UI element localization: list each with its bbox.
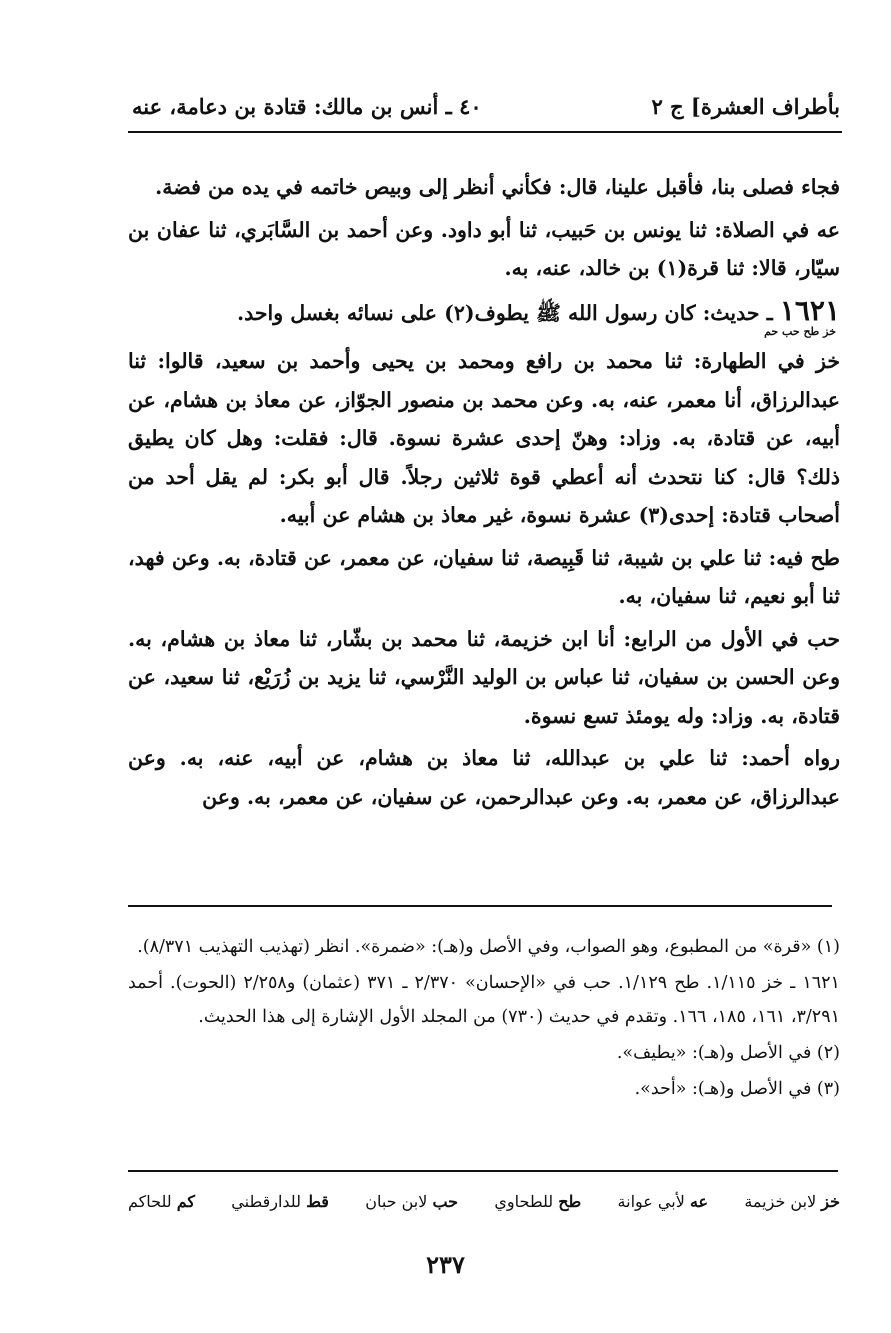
hadith-title: ـ حديث: كان رسول الله ﷺ يطوف(٢) على نسائه بغسل واحد. [236,300,780,325]
legend-item: خز لابن خزيمة [744,1192,840,1211]
paragraph-6: حب في الأول من الرابع: أنا ابن خزيمة، ثنا محمد بن بشّار، ثنا معاذ بن هشام، به. وعن الحسن بن سفيان، ثنا عباس بن الوليد النَّرْسي، ثنا يزيد بن زُرَيْع، ثنا سعيد، عن قتادة، به. وزاد: وله يومئذ تسع نسوة. [128,626,840,728]
footnotes [128,930,840,1108]
paragraph-2: عه في الصلاة: ثنا يونس بن حَبيب، ثنا أبو داود. وعن أحمد بن السَّابَري، ثنا عفان بن سيّار، قالا: ثنا قرة(١) بن خالد، عنه، به. [128,217,840,280]
legend-rule [128,1170,838,1172]
header-chapter-title: ٤٠ ـ أنس بن مالك: قتادة بن دعامة، عنه [132,93,482,119]
legend-item: قط للدارقطني [231,1192,329,1211]
hadith-heading [128,292,840,339]
paragraph-5: طح فيه: ثنا علي بن شيبة، ثنا قَبِيصة، ثنا سفيان، عن معمر، عن قتادة، به. وعن فهد، ثنا أبو نعيم، ثنا سفيان، به. [128,545,840,608]
header-volume-title: بأطراف العشرة] ج ٢ [651,93,840,119]
main-text [128,168,840,820]
paragraph-7: رواه أحمد: ثنا علي بن عبدالله، ثنا معاذ بن هشام، عن أبيه، عنه، به. وعن عبدالرزاق، عن معمر، به. وعن عبدالرحمن، عن سفيان، عن معمر، به. وعن [128,746,840,809]
footnote-sources: ١٦٢١ ـ خز ١/١١٥. طح ١/١٢٩. حب في «الإحسان» ٢/٣٧٠ ـ ٣٧١ (عثمان) و٢/٢٥٨ (الحوت). أحمد ٣/٢٩١، ١٦١، ١٨٥، ١٦٦. وتقدم في حديث (٧٣٠) من المجلد الأول الإشارة إلى هذا الحديث. [128,973,840,1027]
legend-item: حب لابن حبان [365,1192,459,1211]
paragraph-1: فجاء فصلى بنا، فأقبل علينا، قال: فكأني أنظر إلى وبيص خاتمه في يده من فضة. [155,175,840,199]
paragraph-4: خز في الطهارة: ثنا محمد بن رافع ومحمد بن يحيى وأحمد بن سعيد، قالوا: ثنا عبدالرزاق، أنا معمر، عنه، به. وعن محمد بن منصور الجوّاز، عن معاذ بن هشام، عن أبيه، عن قتادة، به. وزاد: وهنّ إحدى عشرة نسوة. قال: فقلت: وهل كان يطيق ذلك؟ قال: كنا نتحدث أنه أعطي قوة ثلاثين رجلاً. قال أبو بكر: لم يقل أحد من أصحاب قتادة: إحدى(٣) عشرة نسوة، غير معاذ بن هشام عن أبيه. [128,349,840,527]
footnote-rule [128,905,832,907]
abbreviation-legend [128,1192,840,1211]
legend-item: عه لأبي عوانة [617,1192,709,1211]
header-rule [128,131,842,133]
page-number: ٢٣٧ [426,1250,465,1279]
footnote-2: (٢) في الأصل و(هـ): «يطيف». [616,1043,840,1063]
legend-item: كم للحاكم [128,1192,195,1211]
legend-item: طح للطحاوي [494,1192,582,1211]
footnote-3: (٣) في الأصل و(هـ): «أحد». [634,1079,840,1099]
running-header [132,86,840,126]
hadith-number: ١٦٢١ [779,293,840,327]
footnote-1: (١) «قرة» من المطبوع، وهو الصواب، وفي الأصل و(هـ): «ضمرة». انظر (تهذيب التهذيب ٨/٣٧١). [137,937,840,957]
sigla-marginal: خز طح حب حم [764,325,836,338]
